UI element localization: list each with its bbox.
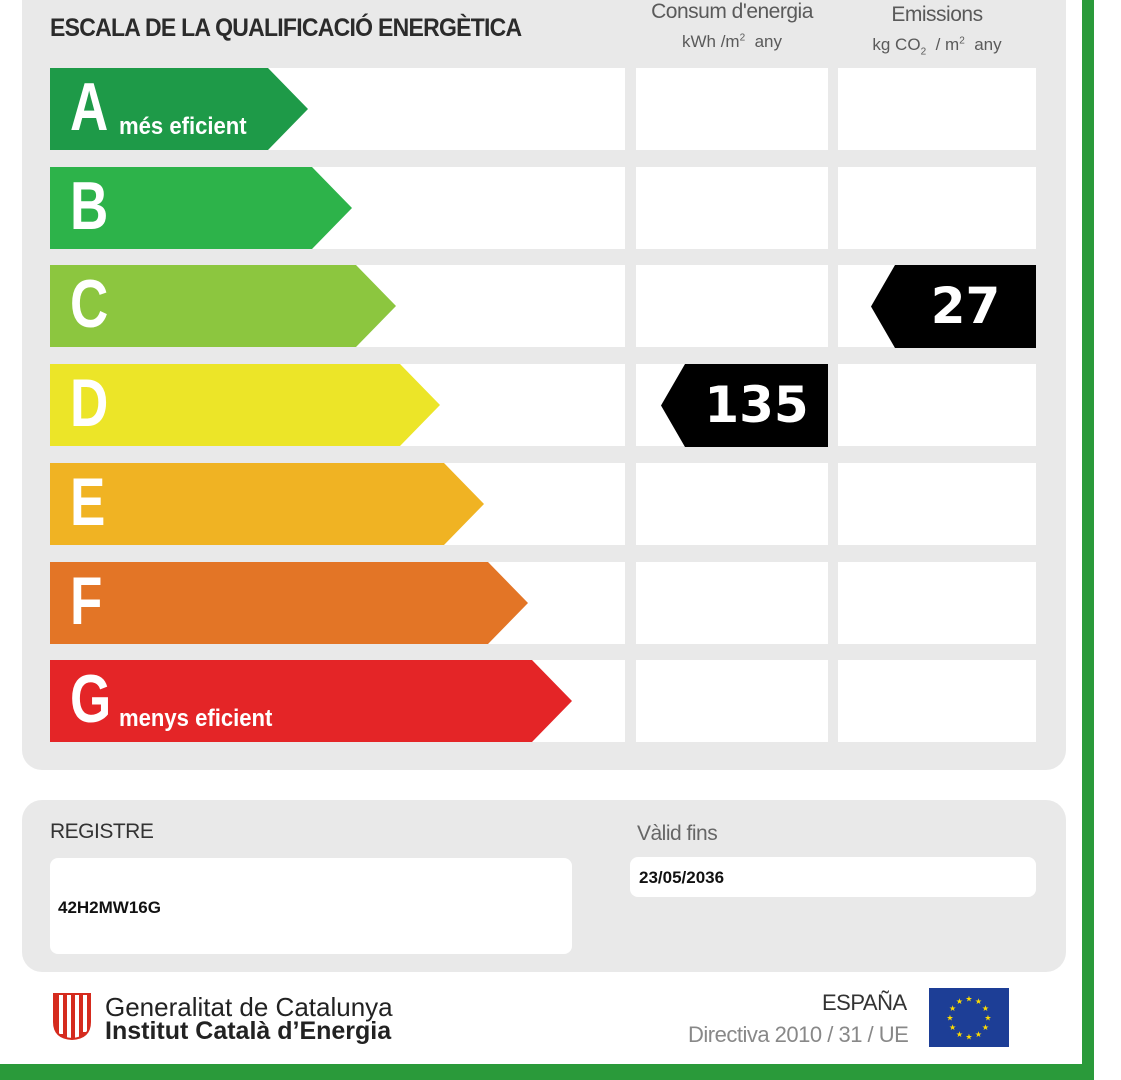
emissions-cell-f [838, 562, 1036, 644]
class-arrow-a [50, 68, 308, 150]
class-arrow-f [50, 562, 528, 644]
class-letter: B [70, 168, 109, 244]
directive-label: Directiva 2010 / 31 / UE [688, 1022, 909, 1047]
emissions-cell-a [838, 68, 1036, 150]
svg-text:★: ★ [974, 1029, 983, 1039]
emissions-column-header [838, 3, 1036, 57]
consum-cell-g [636, 660, 828, 742]
eu-flag-icon [929, 988, 1009, 1047]
class-letter: D [70, 365, 109, 441]
svg-text:★: ★ [948, 1023, 957, 1032]
emissions-cell-g [838, 660, 1036, 742]
emissions-rating-marker [871, 265, 1036, 348]
emissions-cell-d [838, 364, 1036, 446]
class-label: més eficient [119, 113, 247, 140]
svg-text:★: ★ [974, 997, 983, 1007]
svg-text:★: ★ [955, 997, 964, 1007]
svg-text:★: ★ [981, 1023, 990, 1032]
registre-value: 42H2MW16G [58, 898, 161, 917]
class-letter: F [70, 563, 103, 639]
svg-text:★: ★ [984, 1013, 992, 1023]
consum-cell-a [636, 68, 828, 150]
generalitat-logo-icon [52, 992, 92, 1040]
consum-column-unit: kWh $/m^2$ any [681, 32, 783, 51]
emissions-cell-b [838, 167, 1036, 249]
consum-rating-marker-value: 135 [704, 376, 809, 434]
class-letter: C [70, 266, 109, 342]
class-arrow-g [50, 660, 572, 742]
class-arrow-d [50, 364, 440, 446]
svg-text:★: ★ [948, 1004, 957, 1013]
class-label: menys eficient [119, 705, 273, 732]
valid-until-value: 23/05/2036 [639, 868, 725, 887]
frame-border-bottom [0, 1064, 1094, 1080]
label-title: ESCALA DE LA QUALIFICACIÓ ENERGÈTICA [50, 14, 522, 42]
consum-column-header [636, 0, 828, 52]
consum-rating-marker [661, 364, 828, 447]
svg-text:★: ★ [965, 994, 973, 1004]
class-arrow-c [50, 265, 396, 347]
institute-name: Institut Català d’Energia [105, 1017, 392, 1045]
consum-column-title: Consum d'energia [651, 0, 813, 23]
class-letter: G [70, 661, 112, 737]
registre-label: REGISTRE [50, 820, 154, 843]
country-label: ESPAÑA [822, 990, 907, 1015]
valid-until-label: Vàlid fins [637, 822, 718, 845]
consum-cell-e [636, 463, 828, 545]
class-arrow-b [50, 167, 352, 249]
consum-cell-c [636, 265, 828, 347]
org-name: Generalitat de Catalunya [105, 992, 393, 1022]
frame-border-right [1082, 0, 1094, 1080]
svg-text:★: ★ [981, 1004, 990, 1013]
consum-cell-f [636, 562, 828, 644]
class-arrow-e [50, 463, 484, 545]
consum-cell-b [636, 167, 828, 249]
emissions-column-unit: kg $CO_2 / m^2$ any [872, 35, 1002, 58]
svg-text:★: ★ [955, 1029, 964, 1039]
emissions-cell-e [838, 463, 1036, 545]
class-letter: A [70, 69, 109, 145]
emissions-rating-marker-value: 27 [930, 277, 1001, 335]
svg-text:★: ★ [965, 1032, 973, 1042]
class-letter: E [70, 464, 106, 540]
svg-text:★: ★ [946, 1013, 954, 1023]
emissions-column-title: Emissions [891, 3, 983, 26]
